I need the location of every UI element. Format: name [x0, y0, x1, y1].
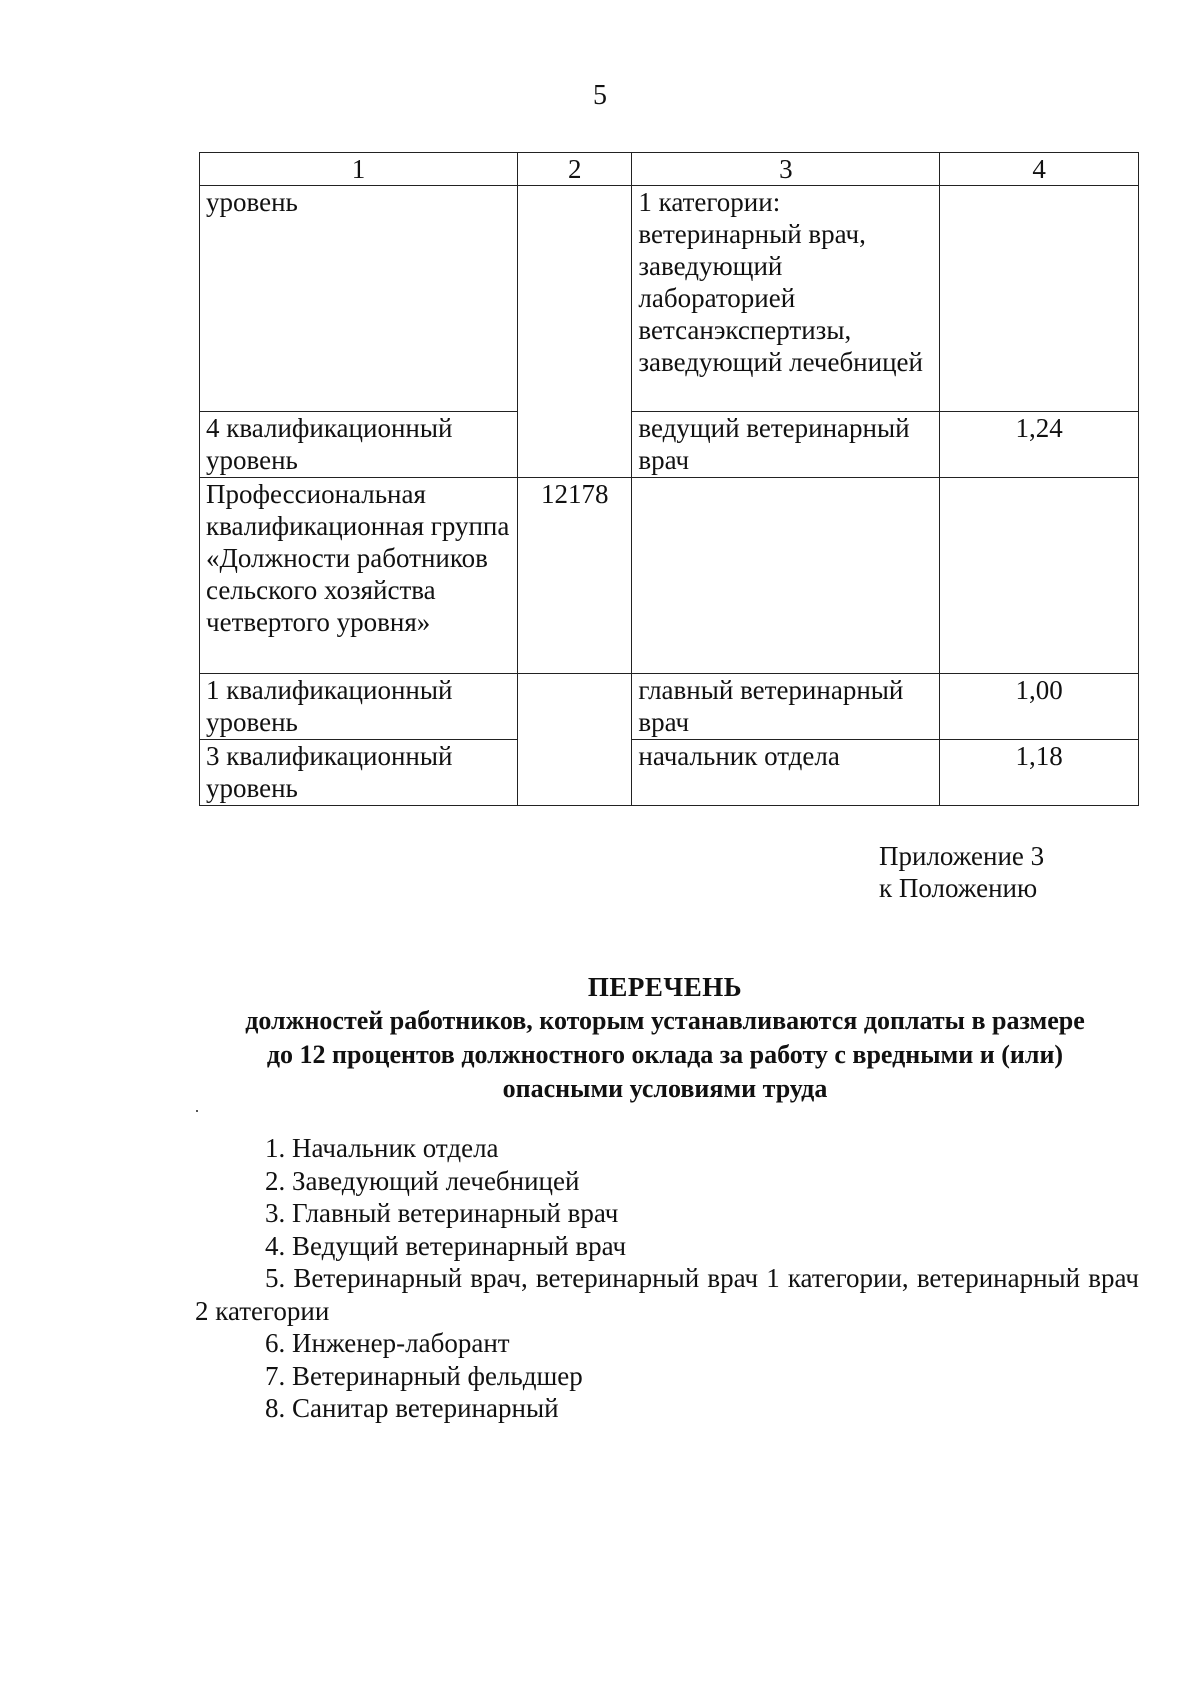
table-header-cell: 2 — [518, 153, 632, 186]
table-cell-position: главный ветеринарный врач — [632, 674, 940, 740]
table-cell-code — [518, 186, 632, 478]
table-header-cell: 3 — [632, 153, 940, 186]
list-item: 6. Инженер-лаборант — [265, 1328, 510, 1358]
list-item: 8. Санитар ветеринарный — [265, 1393, 559, 1423]
table-cell-code: 12178 — [518, 478, 632, 674]
appendix-note — [879, 840, 1179, 904]
table-cell-group: 3 квалификационный уровень — [200, 740, 518, 806]
list-heading — [150, 970, 1180, 1106]
table-cell-position — [632, 478, 940, 674]
list-item: 7. Ветеринарный фельдшер — [265, 1360, 583, 1391]
table-cell-group: уровень — [200, 186, 518, 412]
list-item: 1. Начальник отдела — [265, 1133, 499, 1163]
list-item: 4. Ведущий ветеринарный врач — [265, 1230, 627, 1261]
table-header-row — [200, 153, 1139, 186]
table-row — [200, 412, 1139, 478]
table-row — [200, 740, 1139, 806]
table-cell-coefficient — [940, 478, 1139, 674]
scan-dot — [196, 1110, 198, 1112]
appendix-reference: к Положению — [879, 873, 1038, 903]
heading-line: должностей работников, которым устанавливаются доплаты в размере — [245, 1006, 1085, 1035]
table-cell-position: 1 категории: ветеринарный врач, заведующий лабораторией ветсанэкспертизы, заведующий лечебницей — [632, 186, 940, 412]
positions-list — [195, 1132, 1139, 1425]
table-cell-group: Профессиональная квалификационная группа «Должности работников сельского хозяйства четвертого уровня» — [200, 478, 518, 674]
table-row — [200, 186, 1139, 412]
list-item: 2. Заведующий лечебницей — [265, 1165, 580, 1196]
heading-title: ПЕРЕЧЕНЬ — [587, 972, 743, 1002]
appendix-title: Приложение 3 — [879, 841, 1045, 871]
table-cell-coefficient: 1,00 — [940, 674, 1139, 740]
table-header-cell: 4 — [940, 153, 1139, 186]
heading-line: опасными условиями труда — [502, 1074, 828, 1103]
page-number: 5 — [593, 80, 607, 111]
table-cell-group: 1 квалификационный уровень — [200, 674, 518, 740]
list-item: 5. Ветеринарный врач, ветеринарный врач 1 категории, ветеринарный врач 2 категории — [195, 1263, 1139, 1326]
table-cell-position: начальник отдела — [632, 740, 940, 806]
table-cell-coefficient — [940, 186, 1139, 412]
table-cell-code — [518, 674, 632, 806]
table-row — [200, 478, 1139, 674]
table-cell-coefficient: 1,18 — [940, 740, 1139, 806]
table-cell-coefficient: 1,24 — [940, 412, 1139, 478]
table-cell-group: 4 квалификационный уровень — [200, 412, 518, 478]
table-row — [200, 674, 1139, 740]
qualification-table — [199, 152, 1139, 806]
table-header-cell: 1 — [200, 153, 518, 186]
list-item: 3. Главный ветеринарный врач — [265, 1198, 619, 1228]
heading-line: до 12 процентов должностного оклада за работу с вредными и (или) — [266, 1040, 1064, 1069]
table-cell-position: ведущий ветеринарный врач — [632, 412, 940, 478]
